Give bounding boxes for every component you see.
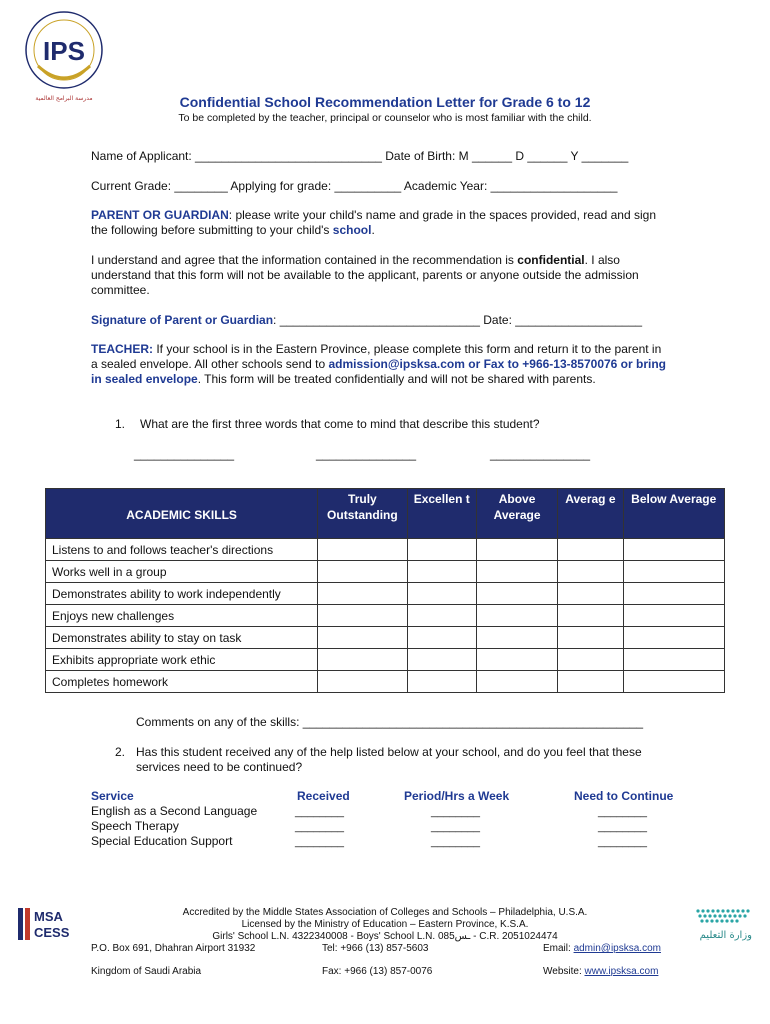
- page-title: Confidential School Recommendation Letter for Grade 6 to 12: [179, 94, 591, 110]
- q1-blank-2[interactable]: _______________: [316, 447, 417, 461]
- received-header: Received: [297, 789, 350, 803]
- rating-cell[interactable]: [558, 561, 623, 583]
- table-row: [46, 671, 725, 693]
- rating-cell[interactable]: [318, 539, 407, 561]
- svg-text:CESS: CESS: [34, 925, 70, 940]
- need-continue-header: Need to Continue: [574, 789, 674, 803]
- rating-cell[interactable]: [623, 627, 724, 649]
- rating-cell[interactable]: [476, 539, 557, 561]
- q1-blank-3[interactable]: _______________: [490, 447, 591, 461]
- rating-cell[interactable]: [407, 561, 476, 583]
- rating-cell[interactable]: [318, 671, 407, 693]
- ministry-logo-text: وزارة التعليم: [699, 930, 752, 941]
- rating-cell[interactable]: [476, 583, 557, 605]
- period-header: Period/Hrs a Week: [404, 789, 510, 803]
- svg-text:MSA: MSA: [34, 909, 63, 924]
- rating-cell[interactable]: [558, 649, 623, 671]
- table-row: [46, 649, 725, 671]
- rating-cell[interactable]: [318, 605, 407, 627]
- skill-label: Enjoys new challenges: [46, 605, 318, 627]
- rating-cell[interactable]: [623, 539, 724, 561]
- q1-blank-1[interactable]: _______________: [134, 447, 235, 461]
- rating-cell[interactable]: [558, 627, 623, 649]
- rating-cell[interactable]: [407, 605, 476, 627]
- footer-fax: Fax: +966 (13) 857-0076: [322, 966, 433, 977]
- q2-text: Has this student received any of the help listed below at your school, and do you feel that these services need to be continued?: [136, 745, 642, 774]
- rating-cell[interactable]: [318, 561, 407, 583]
- rating-cell[interactable]: [476, 627, 557, 649]
- period-blank[interactable]: ________: [431, 836, 480, 848]
- rating-cell[interactable]: [623, 605, 724, 627]
- footer-country: Kingdom of Saudi Arabia: [91, 966, 202, 977]
- header-average: Averag e: [558, 489, 623, 539]
- rating-cell[interactable]: [558, 671, 623, 693]
- parent-instructions: PARENT OR GUARDIAN: please write your child's name and grade in the spaces provided, read and sign the following before submitting to your child's school.: [91, 208, 656, 237]
- continue-blank[interactable]: ________: [598, 836, 647, 848]
- skill-label: Completes homework: [46, 671, 318, 693]
- header-below-average: Below Average: [623, 489, 724, 539]
- teacher-heading: TEACHER:: [91, 342, 153, 356]
- website-link[interactable]: www.ipsksa.com: [584, 966, 659, 977]
- rating-cell[interactable]: [407, 649, 476, 671]
- parent-heading: PARENT OR GUARDIAN: [91, 208, 229, 222]
- rating-cell[interactable]: [476, 605, 557, 627]
- skill-label: Listens to and follows teacher's directions: [46, 539, 318, 561]
- q1-text: What are the first three words that come to mind that describe this student?: [140, 417, 540, 431]
- table-row: [46, 605, 725, 627]
- received-blank[interactable]: ________: [295, 806, 344, 818]
- logo-text: IPS: [43, 36, 85, 66]
- period-blank[interactable]: ________: [431, 821, 480, 833]
- grade-line: Current Grade: ________ Applying for grade: __________ Academic Year: ___________________: [91, 179, 618, 193]
- rating-cell[interactable]: [623, 649, 724, 671]
- table-header-row: [46, 489, 725, 539]
- continue-blank[interactable]: ________: [598, 806, 647, 818]
- footer-email-line: Email: admin@ipsksa.com: [543, 943, 661, 954]
- rating-cell[interactable]: [476, 671, 557, 693]
- footer-tel: Tel: +966 (13) 857-5603: [322, 943, 429, 954]
- rating-cell[interactable]: [476, 649, 557, 671]
- service-header: Service: [91, 789, 134, 803]
- rating-cell[interactable]: [623, 583, 724, 605]
- header-truly-outstanding: Truly Outstanding: [318, 489, 407, 539]
- rating-cell[interactable]: [623, 561, 724, 583]
- rating-cell[interactable]: [558, 605, 623, 627]
- table-row: [46, 539, 725, 561]
- rating-cell[interactable]: [558, 539, 623, 561]
- confidential-agreement: I understand and agree that the information contained in the recommendation is confidential. I also understand that this form will not be available to the applicant, parents or anyone outside the admission committee.: [91, 253, 639, 297]
- received-blank[interactable]: ________: [295, 821, 344, 833]
- skill-label: Exhibits appropriate work ethic: [46, 649, 318, 671]
- table-row: [46, 627, 725, 649]
- rating-cell[interactable]: [318, 649, 407, 671]
- q2-number: 2.: [115, 745, 126, 759]
- applicant-line: Name of Applicant: ____________________________ Date of Birth: M ______ D ______ Y _______: [91, 149, 629, 163]
- footer-po-box: P.O. Box 691, Dhahran Airport 31932: [91, 943, 256, 954]
- rating-cell[interactable]: [407, 539, 476, 561]
- page-subtitle: To be completed by the teacher, principal or counselor who is most familiar with the child.: [178, 112, 592, 124]
- rating-cell[interactable]: [407, 583, 476, 605]
- service-speech: Speech Therapy: [91, 819, 179, 833]
- table-row: [46, 583, 725, 605]
- rating-cell[interactable]: [318, 583, 407, 605]
- period-blank[interactable]: ________: [431, 806, 480, 818]
- table-row: [46, 561, 725, 583]
- header-above-average: Above Average: [476, 489, 557, 539]
- footer-website-line: Website: www.ipsksa.com: [543, 966, 659, 977]
- contact-info: admission@ipsksa.com or Fax to +966-13-8570076 or bring in sealed envelope: [91, 357, 667, 386]
- q1-number: 1.: [115, 417, 126, 431]
- school-logo: [18, 6, 110, 106]
- academic-skills-table: [45, 488, 725, 693]
- skill-label: Demonstrates ability to work independently: [46, 583, 318, 605]
- teacher-instructions: TEACHER: If your school is in the Eastern Province, please complete this form and return it to the parent in a sealed envelope. All other schools send to admission@ipsksa.com or Fax to +966-13-8570076 or bring in sealed envelope. This form will be treated confidentially and will not be shared with parents.: [91, 342, 667, 386]
- skill-label: Demonstrates ability to stay on task: [46, 627, 318, 649]
- rating-cell[interactable]: [407, 627, 476, 649]
- footer-license: Licensed by the Ministry of Education – Eastern Province, K.S.A.: [241, 919, 529, 930]
- header-academic-skills: ACADEMIC SKILLS: [46, 489, 318, 539]
- email-link[interactable]: admin@ipsksa.com: [573, 943, 661, 954]
- received-blank[interactable]: ________: [295, 836, 344, 848]
- service-esl: English as a Second Language: [91, 804, 258, 818]
- rating-cell[interactable]: [623, 671, 724, 693]
- footer-accreditation: Accredited by the Middle States Association of Colleges and Schools – Philadelphia, U.S.A.: [182, 907, 588, 918]
- rating-cell[interactable]: [558, 583, 623, 605]
- comments-line[interactable]: Comments on any of the skills: ___________________________________________________: [136, 715, 644, 729]
- rating-cell[interactable]: [407, 671, 476, 693]
- logo-arabic: مدرسة البرامج العالمية: [35, 95, 93, 102]
- parent-signature-line: Signature of Parent or Guardian: ______________________________ Date: ___________________: [91, 313, 643, 327]
- rating-cell[interactable]: [318, 627, 407, 649]
- rating-cell[interactable]: [476, 561, 557, 583]
- skill-label: Works well in a group: [46, 561, 318, 583]
- service-special-ed: Special Education Support: [91, 834, 233, 848]
- footer-registration: Girls' School L.N. 4322340008 - Boys' School L.N. 085ـس - C.R. 2051024474: [212, 931, 558, 942]
- header-excellent: Excellen t: [407, 489, 476, 539]
- continue-blank[interactable]: ________: [598, 821, 647, 833]
